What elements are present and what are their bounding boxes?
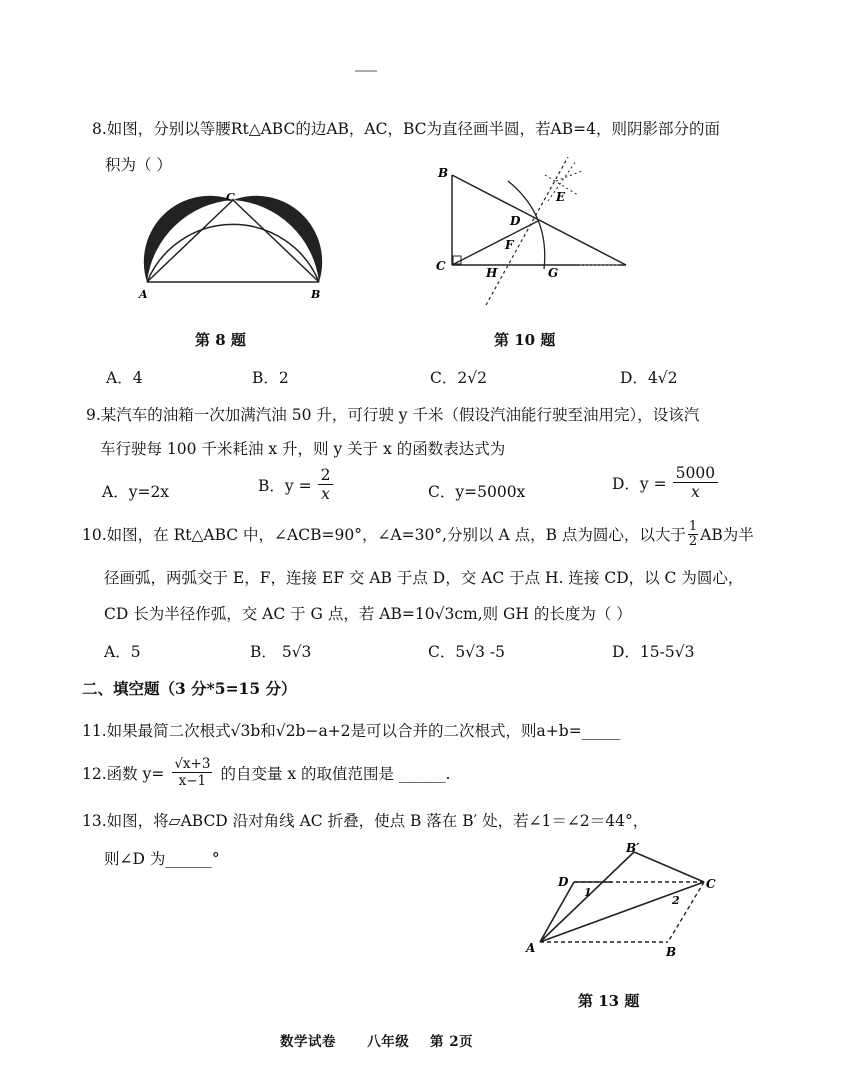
q9-option-d-prefix: D．y =: [612, 474, 667, 493]
fig10-label-e: E: [556, 190, 566, 204]
fig13-label-b: B: [666, 945, 677, 959]
fig8-label-c: C: [226, 191, 235, 204]
q13-caption: 第 13 题: [578, 992, 640, 1010]
q8-option-c: C．2√2: [430, 369, 487, 387]
q8-option-d: D．4√2: [620, 369, 678, 387]
q13-line1: 13.如图，将▱ABCD 沿对角线 AC 折叠，使点 B 落在 B′ 处，若∠1＝∠2＝44°，: [82, 812, 649, 830]
q9-option-c: C．y=5000x: [428, 483, 526, 501]
q12-fraction: [172, 756, 212, 789]
fig10-label-d: D: [510, 214, 521, 228]
q10-half-num: 1: [688, 519, 698, 534]
q10-line3: CD 长为半径作弧，交 AC 于 G 点，若 AB=10√3cm,则 GH 的长度为（ ）: [104, 605, 632, 623]
q10-half-den: 2: [688, 533, 698, 549]
q10-half-fraction: [688, 520, 698, 548]
figure-q13: [520, 838, 730, 960]
q9-line1: 9.某汽车的油箱一次加满汽油 50 升，可行驶 y 千米（假设汽油能行驶至油用完），设该汽: [86, 406, 700, 424]
q11-text: 11.如果最简二次根式√3b和√2b−a+2是可以合并的二次根式，则a+b=_____: [82, 722, 621, 740]
q8-option-b: B．2: [252, 369, 289, 387]
figure-q8: [125, 188, 340, 300]
q10-option-a: A．5: [104, 643, 141, 661]
fig10-label-g: G: [548, 266, 559, 280]
q8-line1: 8.如图，分别以等腰Rt△ABC的边AB，AC，BC为直径画半圆，若AB=4，则阴影部分的面: [92, 120, 720, 138]
q8-option-a: A．4: [106, 369, 143, 387]
q12-prefix: 12.函数 y=: [82, 764, 165, 783]
q10-line1: [82, 520, 754, 548]
q10-option-d: D．15-5√3: [612, 643, 695, 661]
q9-option-b: [258, 466, 333, 503]
q9-option-d-fraction: [673, 464, 718, 501]
section-fill-in-title: 二、填空题（3 分*5=15 分）: [82, 679, 297, 698]
q13-line2: 则∠D 为______°: [104, 850, 220, 868]
q8-caption: 第 8 题: [195, 331, 246, 349]
q10-line2: 径画弧，两弧交于 E，F，连接 EF 交 AB 于点 D，交 AC 于点 H. 连接 CD，以 C 为圆心，: [104, 569, 744, 587]
q10-line1-a: 10.如图，在 Rt△ABC 中，∠ACB=90°，∠A=30°,分别以 A 点，B 点为圆心，以大于: [82, 526, 686, 545]
q9-option-b-num: 2: [318, 466, 334, 485]
q9-line2: 车行驶每 100 千米耗油 x 升，则 y 关于 x 的函数表达式为: [100, 440, 506, 458]
q9-option-b-den: x: [321, 485, 330, 503]
fig13-label-d: D: [558, 875, 569, 889]
q9-option-b-prefix: B．y =: [258, 476, 312, 495]
q10-line1-b: AB为半: [700, 526, 754, 545]
fig10-label-b: B: [438, 166, 449, 180]
fig13-label-b-prime: B′: [626, 841, 640, 855]
fig8-label-a: A: [139, 288, 148, 300]
q10-option-b: B． 5√3: [250, 643, 312, 661]
page-footer: 数学试卷 八年级 第 2页: [280, 1034, 474, 1050]
fig13-angle-2: 2: [672, 894, 680, 907]
scan-mark: [355, 70, 377, 72]
fig10-label-c: C: [436, 259, 446, 273]
fig13-angle-1: 1: [584, 886, 592, 899]
q9-option-b-fraction: [318, 466, 334, 503]
fig10-label-h: H: [486, 266, 498, 280]
q12-line: [82, 756, 450, 789]
q9-option-d: [612, 464, 718, 501]
q9-option-d-den: x: [690, 483, 700, 501]
q12-den: x−1: [178, 773, 207, 789]
fig13-label-c: C: [706, 877, 716, 891]
q12-num: √x+3: [174, 756, 211, 772]
q9-option-a: A．y=2x: [102, 483, 170, 501]
q9-option-d-num: 5000: [673, 464, 718, 483]
figure-q10: [430, 155, 640, 307]
q8-line2: 积为（ ）: [105, 156, 172, 174]
fig8-label-b: B: [311, 288, 321, 300]
q10-caption: 第 10 题: [494, 331, 556, 349]
q10-option-c: C．5√3 -5: [428, 643, 505, 661]
q12-suffix: 的自变量 x 的取值范围是 ______.: [220, 764, 451, 783]
fig10-label-f: F: [505, 238, 514, 252]
fig13-label-a: A: [526, 941, 536, 955]
